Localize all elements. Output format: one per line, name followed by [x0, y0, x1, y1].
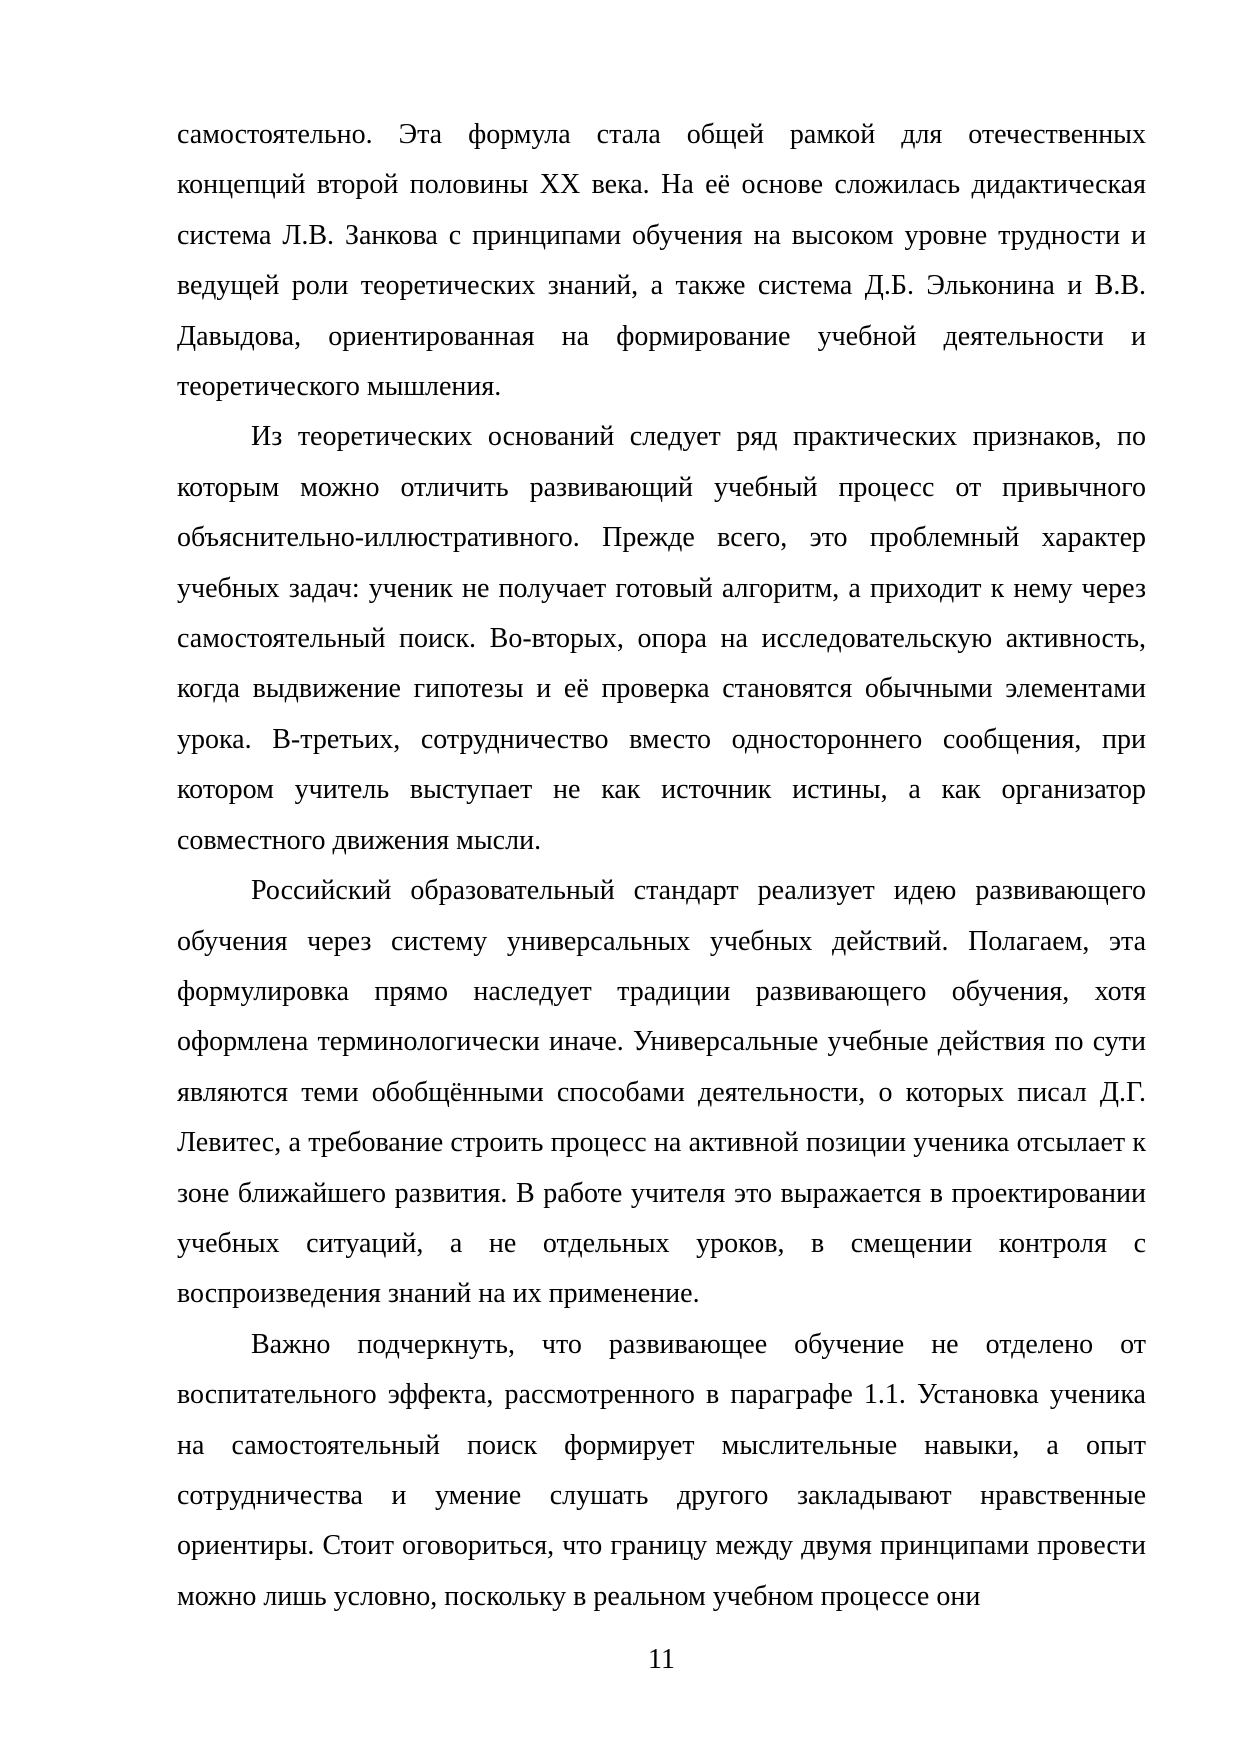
page-number: 11 [648, 1644, 675, 1675]
paragraph-continuation: самостоятельно. Эта формула стала общей рамкой для отечественных концепций второй половины XX века. На её основе сложилась дидактическая система Л.В. Занкова с принципами обучения на высоком уровне трудности и ведущей роли теоретических знаний, а также система Д.Б. Эльконина и В.В. Давыдова, ориентированная на формирование учебной деятельности и теоретического мышления. [177, 119, 1146, 403]
paragraph-education-standard: Российский образовательный стандарт реализует идею развивающего обучения через систему универсальных учебных действий. Полагаем, эта формулировка прямо наследует традиции развивающего обучения, хотя оформлена терминологически иначе. Универсальные учебные действия по сути являются теми обобщёнными способами деятельности, о которых писал Д.Г. Левитес, а требование строить процесс на активной позиции ученика отсылает к зоне ближайшего развития. В работе учителя это выражается в проектировании учебных ситуаций, а не отдельных уроков, в смещении контроля с воспроизведения знаний на их применение. [177, 875, 1146, 1310]
paragraph-practical-features: Из теоретических оснований следует ряд практических признаков, по которым можно отличить развивающий учебный процесс от привычного объяснительно-иллюстративного. Прежде всего, это проблемный характер учебных задач: ученик не получает готовый алгоритм, а приходит к нему через самостоятельный поиск. Во-вторых, опора на исследовательскую активность, когда выдвижение гипотезы и её проверка становятся обычными элементами урока. В-третьих, сотрудничество вместо одностороннего сообщения, при котором учитель выступает не как источник истины, а как организатор совместного движения мысли. [177, 421, 1146, 856]
paragraph-upbringing-effect: Важно подчеркнуть, что развивающее обучение не отделено от воспитательного эффекта, рассмотренного в параграфе 1.1. Установка ученика на самостоятельный поиск формирует мыслительные навыки, а опыт сотрудничества и умение слушать другого закладывают нравственные ориентиры. Стоит оговориться, что границу между двумя принципами провести можно лишь условно, поскольку в реальном учебном процессе они [177, 1328, 1146, 1612]
body-text [177, 110, 1146, 1622]
